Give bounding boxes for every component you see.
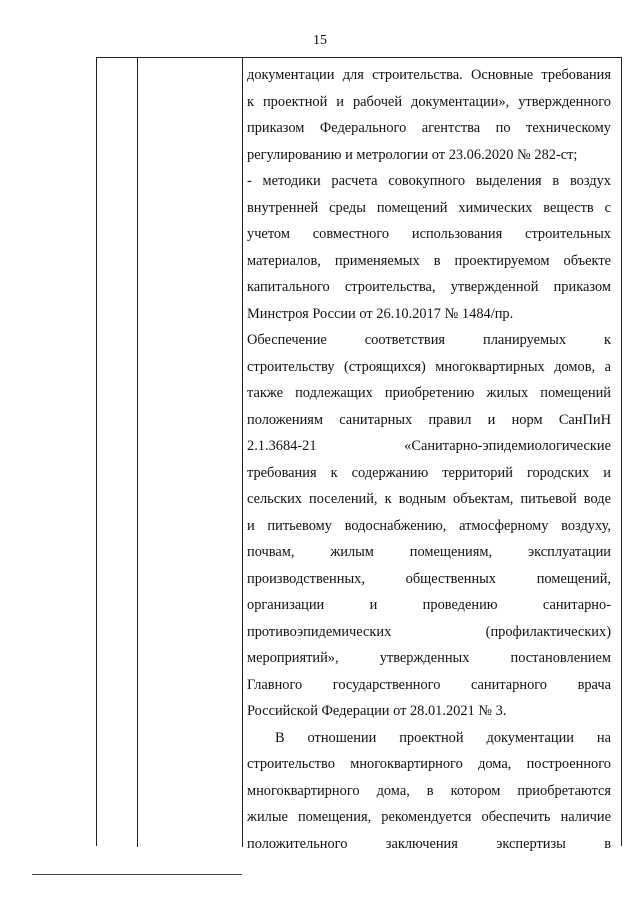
text-line: приказом Федерального агентства по техническому <box>247 120 611 136</box>
text-line: многоквартирного дома, в котором приобретаются <box>247 782 611 799</box>
text-line: производственных, общественных помещений, <box>247 570 611 587</box>
text-line: сельских поселений, к водным объектам, питьевой воде <box>247 491 611 507</box>
text-line: положениям санитарных правил и норм СанПиН <box>247 411 611 428</box>
text-line: внутренней среды помещений химических веществ с <box>247 199 611 216</box>
text-line: документации для строительства. Основные требования <box>247 67 611 83</box>
text-line: регулированию и метрологии от 23.06.2020 № 282-ст; <box>247 146 578 163</box>
document-table <box>96 57 622 852</box>
column-divider <box>137 58 138 847</box>
text-line: В отношении проектной документации на <box>275 729 611 746</box>
text-line: к проектной и рабочей документации», утвержденного <box>247 93 611 110</box>
footnote-separator <box>32 874 242 875</box>
text-line: противоэпидемических (профилактических) <box>247 623 611 640</box>
text-line: почвам, жилым помещениям, эксплуатации <box>247 544 611 560</box>
text-line: мероприятий», утвержденных постановлением <box>247 650 611 666</box>
text-line: 2.1.3684-21 «Санитарно-эпидемиологические <box>247 438 611 454</box>
paragraph-sanpin-compliance <box>247 327 611 725</box>
text-line: капитального строительства, утвержденной приказом <box>247 279 611 295</box>
text-line: Обеспечение соответствия планируемых к <box>247 332 611 348</box>
text-line: требования к содержанию территорий городских и <box>247 464 611 481</box>
text-line: Главного государственного санитарного врача <box>247 676 611 693</box>
text-line: Минстроя России от 26.10.2017 № 1484/пр. <box>247 305 514 322</box>
text-line: строительству (строящихся) многоквартирных домов, а <box>247 358 611 375</box>
text-line: также подлежащих приобретению жилых помещений <box>247 385 611 401</box>
table-text-column <box>247 62 611 857</box>
paragraph-methodology <box>247 168 611 327</box>
paragraph-project-documentation <box>247 725 611 858</box>
column-divider <box>242 58 243 847</box>
page-number: 15 <box>313 33 327 48</box>
text-line: строительство многоквартирного дома, построенного <box>247 756 611 772</box>
text-line: материалов, применяемых в проектируемом объекте <box>247 252 611 269</box>
text-line: жилые помещения, рекомендуется обеспечить наличие <box>247 809 611 825</box>
text-line: - методики расчета совокупного выделения в воздух <box>247 173 611 189</box>
text-line: учетом совместного использования строительных <box>247 226 611 242</box>
text-line: положительного заключения экспертизы в <box>247 835 611 852</box>
text-line: организации и проведению санитарно- <box>247 597 611 613</box>
paragraph-requirements-end <box>247 62 611 168</box>
text-line: Российской Федерации от 28.01.2021 № 3. <box>247 703 507 719</box>
text-line: и питьевому водоснабжению, атмосферному воздуху, <box>247 517 611 534</box>
